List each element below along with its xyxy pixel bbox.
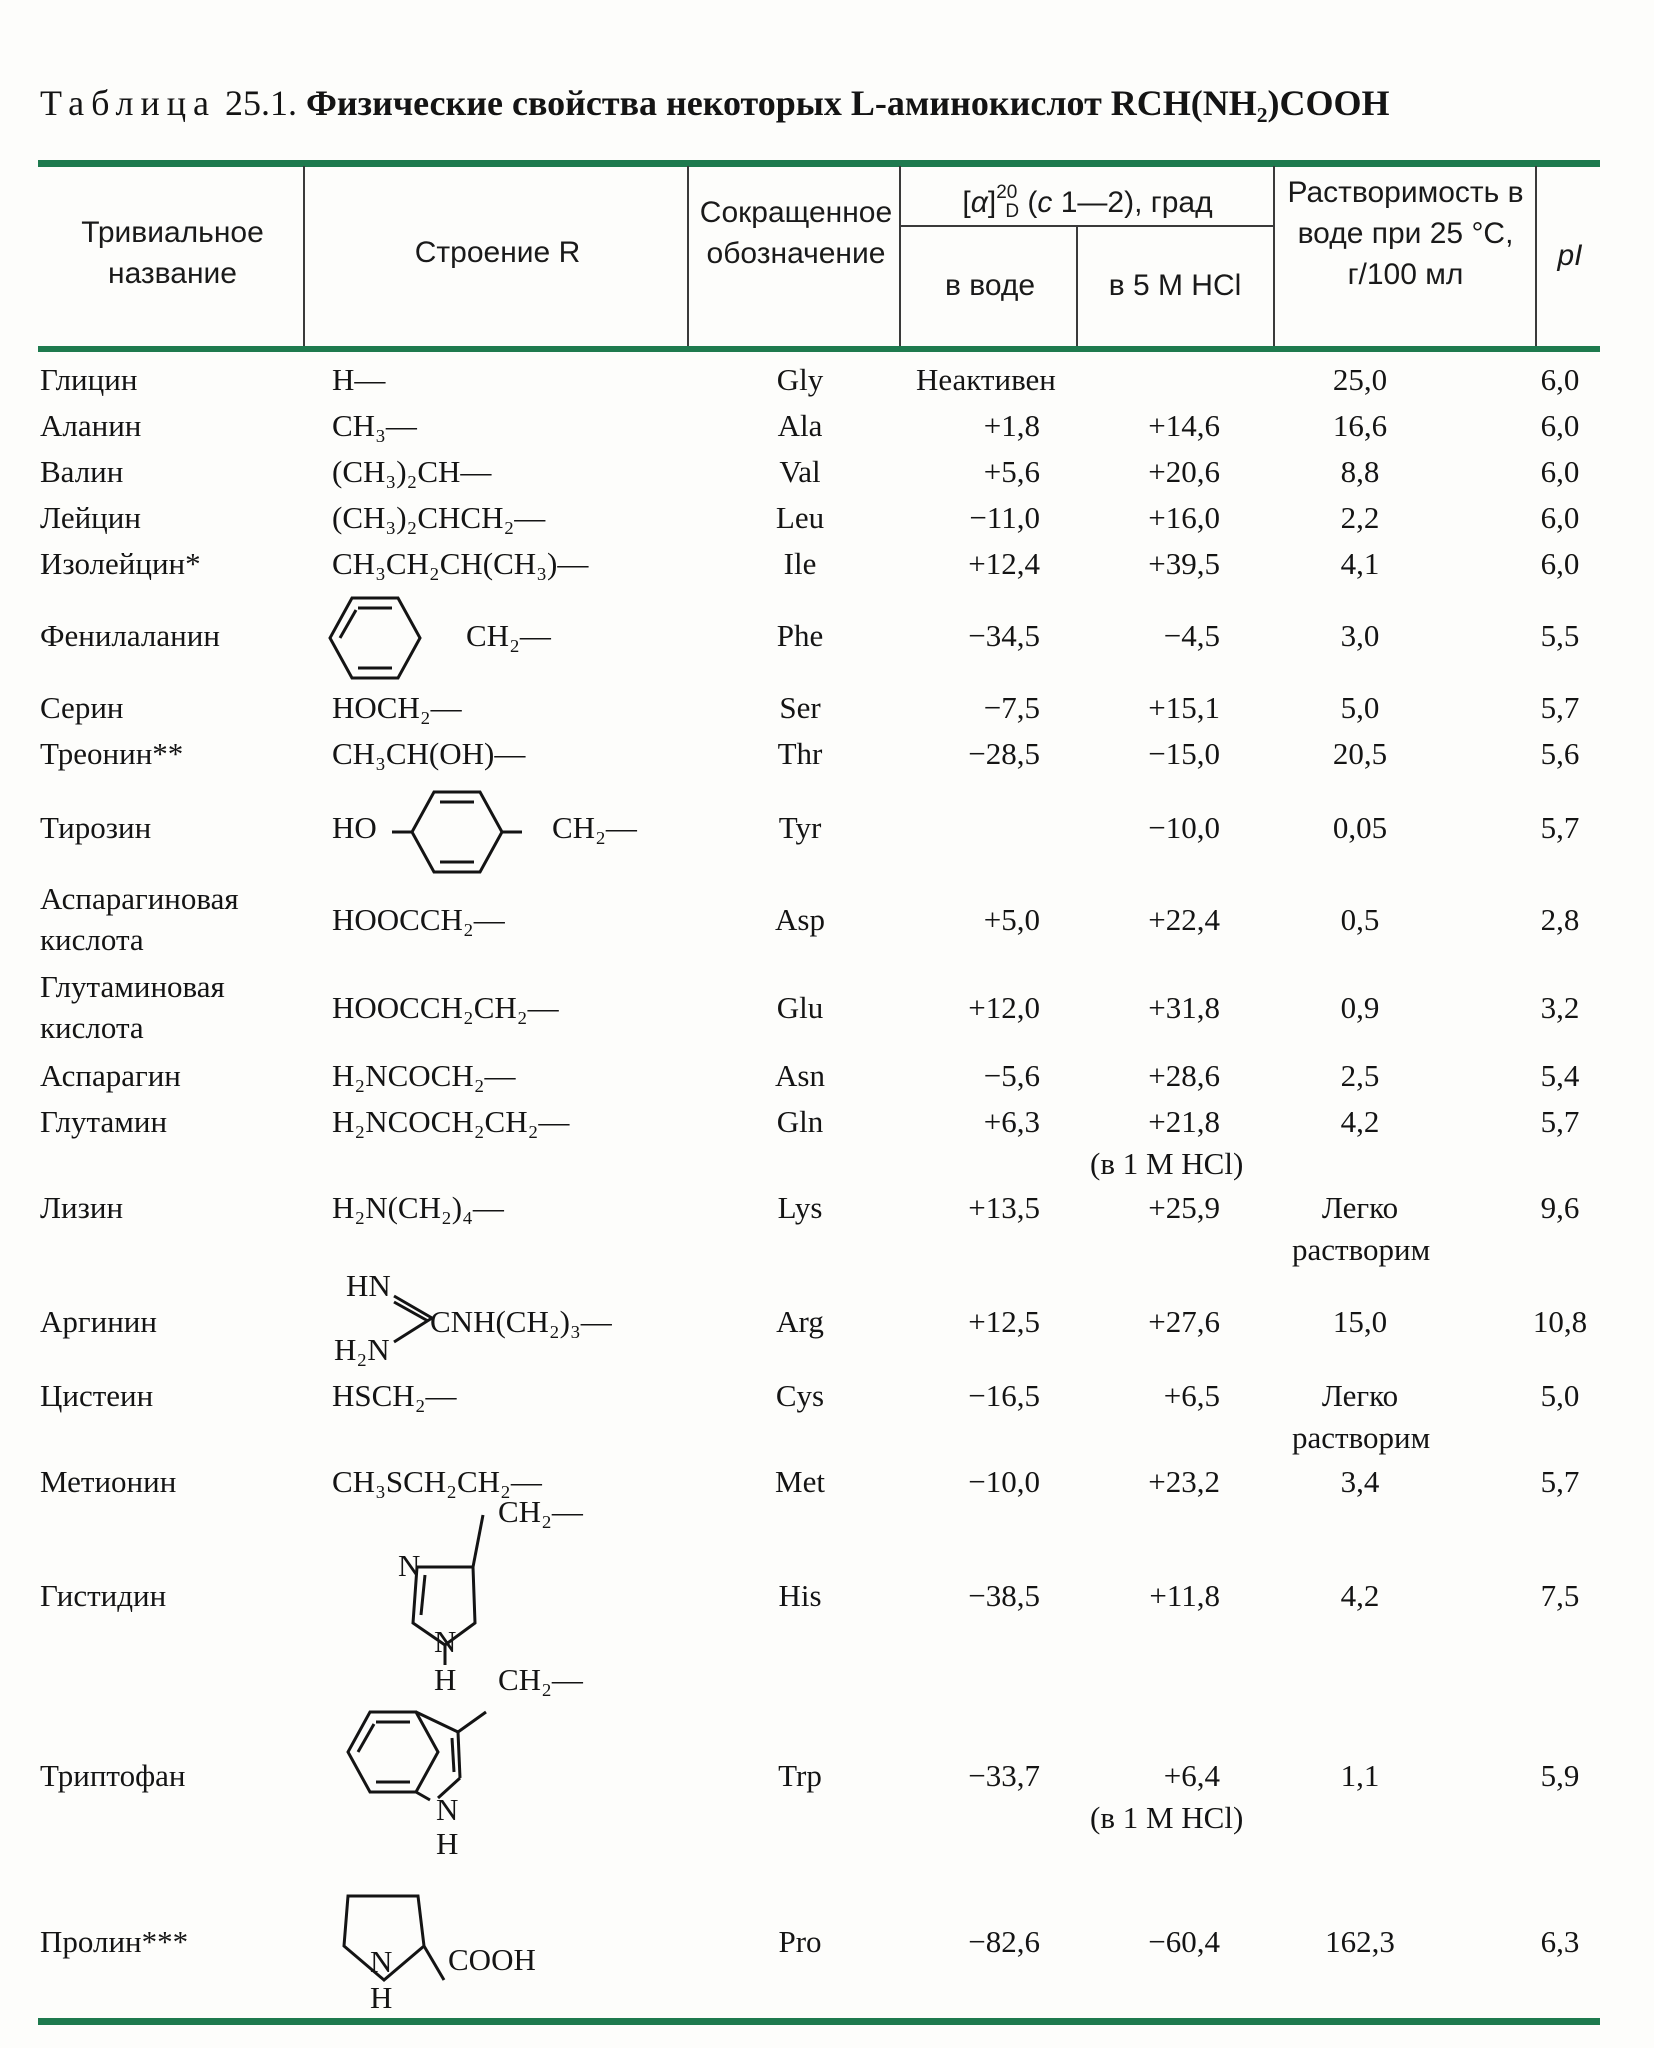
ring-h-label: H — [436, 1826, 459, 1861]
amino-acid-name: Глутамин — [40, 1104, 168, 1139]
structure-formula: CH₂— — [498, 1494, 583, 1529]
isoelectric-point: 6,3 — [1540, 1924, 1580, 1959]
table-row — [0, 808, 1654, 848]
abbreviation: Gln — [776, 1104, 824, 1139]
rotation-hcl: +28,6 — [1148, 1058, 1220, 1093]
amino-acid-name: Лейцин — [40, 500, 141, 535]
rotation-water: −5,6 — [983, 1058, 1040, 1093]
isoelectric-point: 6,0 — [1540, 500, 1580, 535]
solubility: 4,2 — [1340, 1104, 1380, 1139]
abbreviation: His — [778, 1578, 822, 1613]
isoelectric-point: 5,0 — [1540, 1378, 1580, 1413]
header-divider — [1535, 166, 1537, 346]
header-divider — [1076, 226, 1078, 346]
table-row — [0, 1188, 1654, 1267]
structure-formula: COOH — [448, 1942, 536, 1977]
table-row — [0, 1268, 1654, 1367]
rotation-hcl: +14,6 — [1148, 408, 1220, 443]
amino-acid-name: Тирозин — [40, 810, 152, 845]
solubility: 20,5 — [1332, 736, 1388, 771]
table-row — [0, 406, 1654, 446]
imidazole-ring-icon — [395, 1515, 510, 1685]
structure-imino: HN — [346, 1268, 391, 1303]
rotation-water: +5,0 — [983, 902, 1040, 937]
amino-acid-name: Триптофан — [40, 1758, 186, 1793]
abbreviation: Asp — [775, 902, 825, 937]
structure-formula: CH₂— — [552, 810, 637, 845]
header-divider — [687, 166, 689, 346]
structure-formula: CH₃SCH₂CH₂— — [332, 1464, 542, 1499]
benzene-ring-icon — [330, 596, 420, 680]
structure-amino: H₂N — [334, 1332, 390, 1367]
solubility: 1,1 — [1340, 1758, 1380, 1793]
solubility: Легко — [1321, 1378, 1399, 1413]
caption-label: Таблица — [40, 83, 216, 123]
ring-nh-label: N — [370, 1944, 393, 1979]
ring-n-label: N — [398, 1548, 421, 1583]
rotation-hcl: +15,1 — [1148, 690, 1220, 725]
solubility-note: растворим — [1292, 1232, 1431, 1267]
amino-acid-name: Лизин — [40, 1190, 124, 1225]
header-pi: pI — [1557, 239, 1583, 272]
amino-acid-name: Глицин — [40, 362, 138, 397]
amino-acid-name: Изолейцин* — [40, 546, 201, 581]
phenol-ring-icon — [392, 790, 522, 874]
rotation-hcl: +25,9 — [1148, 1190, 1220, 1225]
table-row — [0, 734, 1654, 774]
structure-formula: CH₃CH₂CH(CH₃)— — [332, 546, 589, 581]
structure-formula: CH₂— — [498, 1662, 583, 1697]
top-rule — [38, 160, 1600, 167]
abbreviation: Arg — [776, 1304, 824, 1339]
rotation-hcl: +11,8 — [1149, 1578, 1220, 1613]
rotation-water: +6,3 — [983, 1104, 1040, 1139]
solubility: 2,2 — [1340, 500, 1380, 535]
ring-h-label: H — [370, 1980, 393, 2015]
amino-acid-name: Фенилаланин — [40, 618, 220, 653]
rotation-hcl: +27,6 — [1148, 1304, 1220, 1339]
rotation-hcl: −60,4 — [1148, 1924, 1220, 1959]
structure-formula: HOCH₂— — [332, 690, 462, 725]
abbreviation: Tyr — [778, 810, 822, 845]
abbreviation: Asn — [775, 1058, 825, 1093]
structure-formula: H₂N(CH₂)₄— — [332, 1190, 504, 1225]
ring-nh-label: N — [436, 1792, 459, 1827]
isoelectric-point: 5,7 — [1540, 1464, 1580, 1499]
solubility: 0,9 — [1340, 990, 1380, 1025]
structure-formula: H₂NCOCH₂CH₂— — [332, 1104, 570, 1139]
header-abbr: Сокращенное обозначение — [699, 196, 893, 270]
rotation-hcl: +16,0 — [1148, 500, 1220, 535]
table-row — [0, 969, 1654, 1045]
table-caption — [40, 82, 1620, 124]
isoelectric-point: 2,8 — [1540, 902, 1580, 937]
header-divider — [899, 166, 901, 346]
rotation-water: −10,0 — [968, 1464, 1040, 1499]
solubility: 4,2 — [1340, 1578, 1380, 1613]
abbreviation: Lys — [777, 1190, 823, 1225]
table-row — [0, 1922, 1654, 2015]
abbreviation: Val — [779, 454, 821, 489]
table-row — [0, 1102, 1654, 1181]
rotation-water: −33,7 — [968, 1758, 1040, 1793]
solubility-note: растворим — [1292, 1420, 1431, 1455]
rotation-water: −28,5 — [968, 736, 1040, 771]
structure-formula: CH₃— — [332, 408, 417, 443]
structure-formula: H— — [332, 362, 386, 397]
amino-acid-name: Треонин** — [40, 736, 184, 771]
amino-acid-name: Аспарагиновая кислота — [40, 881, 239, 957]
rotation-water: −34,5 — [968, 618, 1040, 653]
table-row — [0, 1462, 1654, 1502]
rotation-water: +1,8 — [983, 408, 1040, 443]
structure-formula: HOOCCH₂CH₂— — [332, 990, 559, 1025]
solubility: 15,0 — [1332, 1304, 1388, 1339]
table-row — [0, 1662, 1654, 1861]
rotation-hcl: +6,4 — [1163, 1758, 1220, 1793]
abbreviation: Phe — [776, 618, 824, 653]
rotation-water: +12,0 — [968, 990, 1040, 1025]
solubility: 3,0 — [1340, 618, 1380, 653]
bottom-rule — [38, 2018, 1600, 2025]
structure-formula: CNH(CH₂)₃— — [430, 1304, 612, 1339]
rotation-hcl: −10,0 — [1148, 810, 1220, 845]
amino-acid-name: Цистеин — [40, 1378, 154, 1413]
rotation-hcl: +23,2 — [1148, 1464, 1220, 1499]
abbreviation: Thr — [777, 736, 823, 771]
guanidino-branch-icon — [392, 1288, 442, 1348]
rotation-hcl: +39,5 — [1148, 546, 1220, 581]
isoelectric-point: 10,8 — [1532, 1304, 1588, 1339]
rotation-hcl: −15,0 — [1148, 736, 1220, 771]
structure-formula: CH₃CH(OH)— — [332, 736, 526, 771]
isoelectric-point: 7,5 — [1540, 1578, 1580, 1613]
solubility: Легко — [1321, 1190, 1399, 1225]
rotation-water: −7,5 — [983, 690, 1040, 725]
header-hcl: в 5 M HCl — [1108, 269, 1242, 302]
rotation-hcl-note: (в 1 M HCl) — [1090, 1800, 1244, 1835]
isoelectric-point: 6,0 — [1540, 408, 1580, 443]
rotation-water: +12,4 — [968, 546, 1040, 581]
isoelectric-point: 6,0 — [1540, 362, 1580, 397]
rotation-hcl: +22,4 — [1148, 902, 1220, 937]
rotation-hcl: +20,6 — [1148, 454, 1220, 489]
isoelectric-point: 5,4 — [1540, 1058, 1580, 1093]
solubility: 0,5 — [1340, 902, 1380, 937]
abbreviation: Leu — [775, 500, 825, 535]
solubility: 16,6 — [1332, 408, 1388, 443]
rotation-water: −38,5 — [968, 1578, 1040, 1613]
isoelectric-point: 5,7 — [1540, 1104, 1580, 1139]
solubility: 0,05 — [1332, 810, 1388, 845]
table-row — [0, 616, 1654, 656]
isoelectric-point: 3,2 — [1540, 990, 1580, 1025]
structure-formula: HSCH₂— — [332, 1378, 457, 1413]
rotation-water: −16,5 — [968, 1378, 1040, 1413]
caption-number: 25.1. — [224, 83, 297, 123]
table-row — [0, 881, 1654, 957]
pyrrolidine-ring-icon — [340, 1890, 460, 2000]
table-row — [0, 688, 1654, 728]
abbreviation: Glu — [776, 990, 824, 1025]
solubility: 162,3 — [1325, 1924, 1395, 1959]
abbreviation: Met — [775, 1464, 825, 1499]
table-row — [0, 1376, 1654, 1455]
solubility: 5,0 — [1340, 690, 1380, 725]
table-row — [0, 1494, 1654, 1697]
rotation-hcl: +21,8 — [1148, 1104, 1220, 1139]
amino-acid-name: Гистидин — [40, 1578, 167, 1613]
header-rule — [38, 346, 1600, 352]
ring-h-label: H — [434, 1662, 457, 1697]
rotation-hcl: −4,5 — [1163, 618, 1220, 653]
header-divider — [1273, 166, 1275, 346]
table-row — [0, 1056, 1654, 1096]
header-water: в воде — [944, 269, 1036, 302]
amino-acid-name: Аланин — [40, 408, 142, 443]
rotation-hcl: +31,8 — [1148, 990, 1220, 1025]
indole-ring-icon — [330, 1700, 510, 1850]
rotation-water: +12,5 — [968, 1304, 1040, 1339]
rotation-water: +5,6 — [983, 454, 1040, 489]
solubility: 8,8 — [1340, 454, 1380, 489]
amino-acid-name: Пролин*** — [40, 1924, 189, 1959]
abbreviation: Pro — [778, 1924, 822, 1959]
isoelectric-point: 5,9 — [1540, 1758, 1580, 1793]
structure-formula: CH₂— — [466, 618, 551, 653]
structure-formula: (CH₃)₂CH— — [332, 454, 492, 489]
header-divider — [303, 166, 305, 346]
rotation-hcl-note: (в 1 M HCl) — [1090, 1146, 1244, 1181]
abbreviation: Ala — [777, 408, 823, 443]
isoelectric-point: 9,6 — [1540, 1190, 1580, 1225]
amino-acid-name: Метионин — [40, 1464, 177, 1499]
isoelectric-point: 5,5 — [1540, 618, 1580, 653]
structure-formula: H₂NCOCH₂— — [332, 1058, 516, 1093]
solubility: 2,5 — [1340, 1058, 1380, 1093]
ring-nh-label: N — [434, 1624, 457, 1659]
rotation-water: +13,5 — [968, 1190, 1040, 1225]
isoelectric-point: 5,7 — [1540, 810, 1580, 845]
header-rotation: $[\alpha]^{20}_D$ (c 1—2), град — [962, 182, 1213, 222]
rotation-hcl: +6,5 — [1163, 1378, 1220, 1413]
solubility: 3,4 — [1340, 1464, 1380, 1499]
abbreviation: Gly — [776, 362, 824, 397]
solubility: 25,0 — [1332, 362, 1388, 397]
isoelectric-point: 6,0 — [1540, 546, 1580, 581]
structure-hydroxy: HO — [332, 810, 377, 845]
header-structure: Строение R — [414, 236, 581, 269]
amino-acid-name: Глутаминовая кислота — [40, 969, 225, 1045]
abbreviation: Cys — [775, 1378, 825, 1413]
isoelectric-point: 6,0 — [1540, 454, 1580, 489]
table-row — [0, 544, 1654, 584]
rotation-water: −82,6 — [968, 1924, 1040, 1959]
abbreviation: Ser — [779, 690, 821, 725]
abbreviation: Trp — [778, 1758, 822, 1793]
table-row — [0, 498, 1654, 538]
structure-formula: (CH₃)₂CHCH₂— — [332, 500, 546, 535]
rotation-water: −11,0 — [969, 500, 1040, 535]
isoelectric-point: 5,6 — [1540, 736, 1580, 771]
header-solubility: Растворимость в воде при 25 °C, г/100 мл — [1287, 176, 1524, 291]
isoelectric-point: 5,7 — [1540, 690, 1580, 725]
solubility: 4,1 — [1340, 546, 1380, 581]
caption-title: Физические свойства некоторых L-аминокислот RCH(NH₂)COOH — [305, 83, 1390, 123]
abbreviation: Ile — [783, 546, 817, 581]
amino-acid-name: Серин — [40, 690, 124, 725]
rotation-water: Неактивен — [916, 362, 1056, 397]
amino-acid-name: Валин — [40, 454, 124, 489]
table-row — [0, 452, 1654, 492]
table-row — [0, 360, 1654, 400]
amino-acid-name: Аспарагин — [40, 1058, 181, 1093]
amino-acid-name: Аргинин — [40, 1304, 157, 1339]
header-name: Тривиальное название — [81, 216, 264, 290]
structure-formula: HOOCCH₂— — [332, 902, 505, 937]
